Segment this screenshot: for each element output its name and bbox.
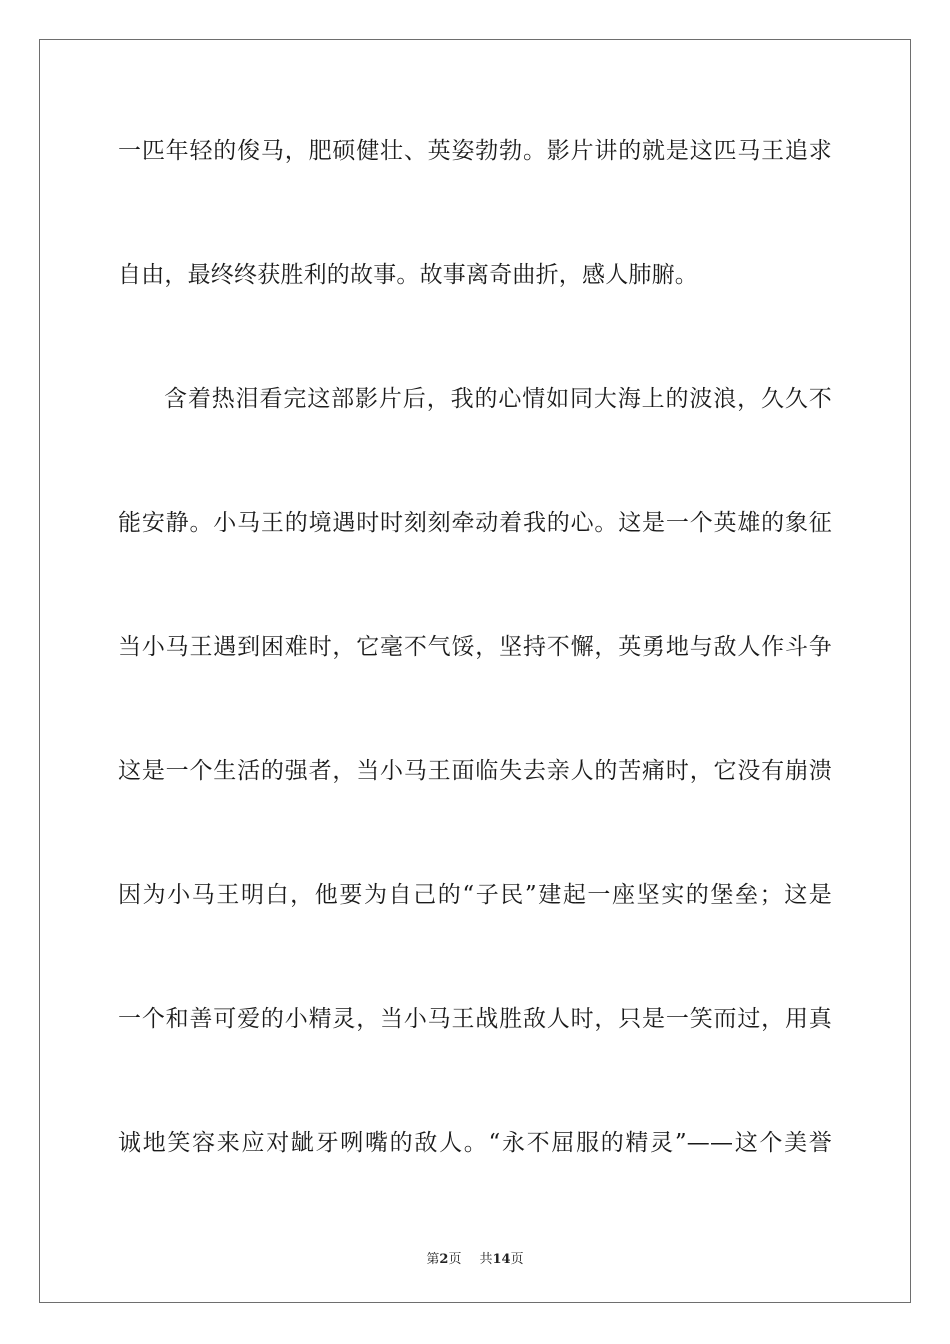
text-line-6: 这是一个生活的强者，当小马王面临失去亲人的苦痛时，它没有崩溃	[118, 758, 832, 784]
text-line-5: 当小马王遇到困难时，它毫不气馁，坚持不懈，英勇地与敌人作斗争	[118, 634, 832, 660]
text-line-7: 因为小马王明白，他要为自己的“子民”建起一座坚实的堡垒；这是	[118, 882, 832, 908]
page-footer	[0, 1248, 950, 1267]
text-line-8: 一个和善可爱的小精灵，当小马王战胜敌人时，只是一笑而过，用真	[118, 1006, 832, 1032]
footer-total-pages: 14	[492, 1252, 511, 1267]
footer-page-number: 2	[439, 1252, 449, 1267]
footer-page-prefix: 第	[426, 1252, 440, 1267]
page-border	[39, 39, 911, 1303]
text-line-2: 自由，最终终获胜利的故事。故事离奇曲折，感人肺腑。	[118, 262, 698, 288]
footer-total-prefix: 共	[479, 1252, 493, 1267]
text-line-3: 含着热泪看完这部影片后，我的心情如同大海上的波浪，久久不	[164, 386, 832, 412]
text-line-9: 诚地笑容来应对龇牙咧嘴的敌人。“永不屈服的精灵”——这个美誉	[118, 1130, 832, 1156]
text-line-4: 能安静。小马王的境遇时时刻刻牵动着我的心。这是一个英雄的象征	[118, 510, 832, 536]
footer-total-suffix: 页	[510, 1252, 524, 1267]
text-line-1: 一匹年轻的俊马，肥硕健壮、英姿勃勃。影片讲的就是这匹马王追求	[118, 138, 832, 164]
footer-page-suffix: 页	[448, 1252, 462, 1267]
